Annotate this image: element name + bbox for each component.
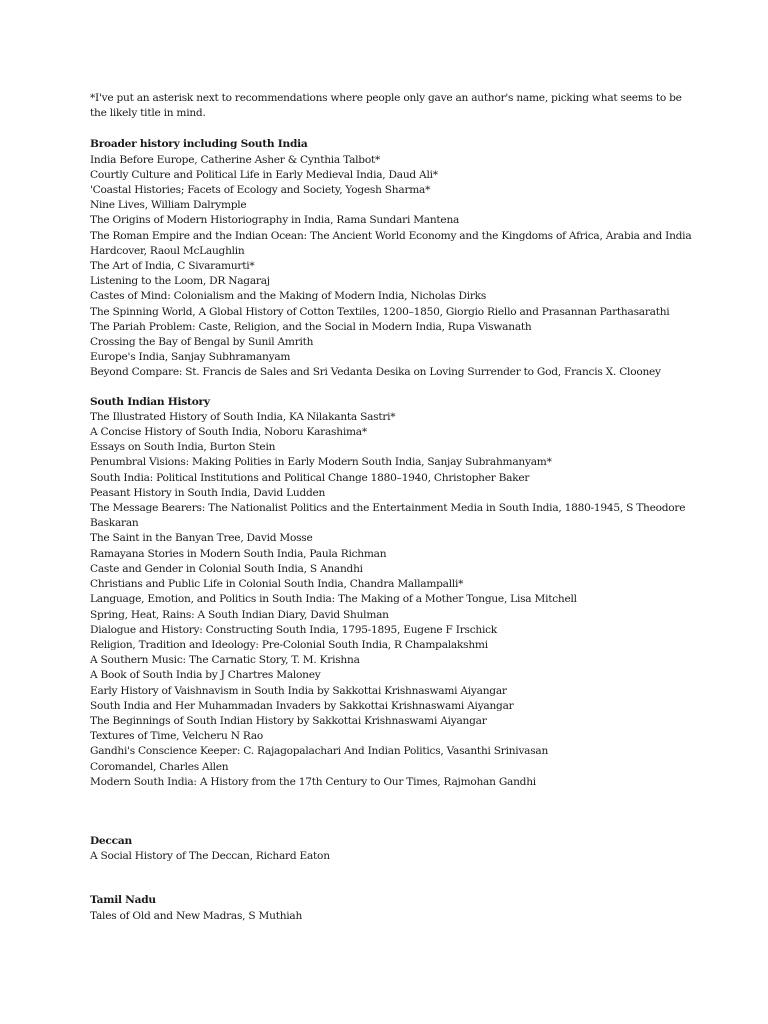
section-spacer (90, 790, 710, 820)
document-body (90, 91, 710, 924)
section-heading: South Indian History (90, 395, 210, 408)
book-entry: Essays on South India, Burton Stein (90, 441, 276, 454)
section (90, 395, 710, 790)
book-entry: Ramayana Stories in Modern South India, Paula Richman (90, 547, 387, 560)
book-entry: The Spinning World, A Global History of Cotton Textiles, 1200–1850, Giorgio Riello and Prasannan Parthasarathi (90, 305, 670, 318)
book-entry: Penumbral Visions: Making Polities in Early Modern South India, Sanjay Subrahmanyam* (90, 456, 552, 469)
book-entry: The Beginnings of South Indian History by Sakkottai Krishnaswami Aiyangar (90, 714, 487, 727)
book-entry: A Concise History of South India, Noboru Karashima* (90, 426, 367, 439)
book-entry: Religion, Tradition and Ideology: Pre-Colonial South India, R Champalakshmi (90, 638, 488, 651)
book-entry: Peasant History in South India, David Ludden (90, 486, 326, 499)
book-entry: The Art of India, C Sivaramurti* (90, 260, 255, 273)
book-entry: Europe's India, Sanjay Subhramanyam (90, 351, 291, 364)
book-entry: Christians and Public Life in Colonial South India, Chandra Mallampalli* (90, 578, 464, 591)
section-heading: Tamil Nadu (90, 894, 156, 907)
book-entry: The Pariah Problem: Caste, Religion, and the Social in Modern India, Rupa Viswanath (90, 320, 532, 333)
book-entry: Listening to the Loom, DR Nagaraj (90, 275, 270, 288)
book-list (90, 153, 710, 381)
book-entry: Language, Emotion, and Politics in South India: The Making of a Mother Tongue, Lisa Mitchell (90, 593, 577, 606)
book-entry: Tales of Old and New Madras, S Muthiah (90, 909, 303, 922)
asterisk-note: *I've put an asterisk next to recommendations where people only gave an author's name, picking what seems to be the likely title in mind. (90, 92, 682, 120)
book-entry: Nine Lives, William Dalrymple (90, 199, 247, 212)
book-entry: The Roman Empire and the Indian Ocean: The Ancient World Economy and the Kingdoms of Africa, Arabia and India Hardcover, Raoul McLaughlin (90, 229, 692, 257)
book-list (90, 410, 710, 790)
book-entry: Gandhi's Conscience Keeper: C. Rajagopalachari And Indian Politics, Vasanthi Srinivasan (90, 745, 549, 758)
section-heading: Deccan (90, 834, 132, 847)
book-list (90, 849, 710, 864)
book-entry: Textures of Time, Velcheru N Rao (90, 730, 264, 743)
section (90, 137, 710, 380)
section (90, 834, 710, 864)
book-entry: Castes of Mind: Colonialism and the Making of Modern India, Nicholas Dirks (90, 290, 487, 303)
section (90, 893, 710, 923)
book-entry: Courtly Culture and Political Life in Early Medieval India, Daud Ali* (90, 168, 438, 181)
book-list (90, 909, 710, 924)
book-entry: Crossing the Bay of Bengal by Sunil Amrith (90, 336, 314, 349)
book-entry: 'Coastal Histories; Facets of Ecology and Society, Yogesh Sharma* (90, 184, 431, 197)
book-entry: Early History of Vaishnavism in South India by Sakkottai Krishnaswami Aiyangar (90, 684, 507, 697)
section-spacer (90, 864, 710, 879)
book-entry: A Southern Music: The Carnatic Story, T. M. Krishna (90, 654, 360, 667)
book-entry: South India: Political Institutions and Political Change 1880–1940, Christopher Baker (90, 471, 530, 484)
book-entry: The Illustrated History of South India, KA Nilakanta Sastri* (90, 410, 396, 423)
reading-list-sections (90, 137, 710, 923)
book-entry: Beyond Compare: St. Francis de Sales and Sri Vedanta Desika on Loving Surrender to God, Francis X. Clooney (90, 366, 661, 379)
book-entry: The Origins of Modern Historiography in India, Rama Sundari Mantena (90, 214, 460, 227)
book-entry: Coromandel, Charles Allen (90, 760, 229, 773)
book-entry: Dialogue and History: Constructing South India, 1795-1895, Eugene F Irschick (90, 623, 497, 636)
book-entry: The Saint in the Banyan Tree, David Mosse (90, 532, 313, 545)
book-entry: South India and Her Muhammadan Invaders by Sakkottai Krishnaswami Aiyangar (90, 699, 514, 712)
book-entry: A Book of South India by J Chartres Maloney (90, 669, 321, 682)
book-entry: A Social History of The Deccan, Richard Eaton (90, 850, 330, 863)
book-entry: India Before Europe, Catherine Asher & Cynthia Talbot* (90, 153, 381, 166)
book-entry: Modern South India: A History from the 17th Century to Our Times, Rajmohan Gandhi (90, 775, 536, 788)
book-entry: Caste and Gender in Colonial South India, S Anandhi (90, 562, 363, 575)
book-entry: The Message Bearers: The Nationalist Politics and the Entertainment Media in South India, 1880-1945, S Theodore Baskaran (90, 502, 686, 530)
section-heading: Broader history including South India (90, 138, 308, 151)
book-entry: Spring, Heat, Rains: A South Indian Diary, David Shulman (90, 608, 389, 621)
